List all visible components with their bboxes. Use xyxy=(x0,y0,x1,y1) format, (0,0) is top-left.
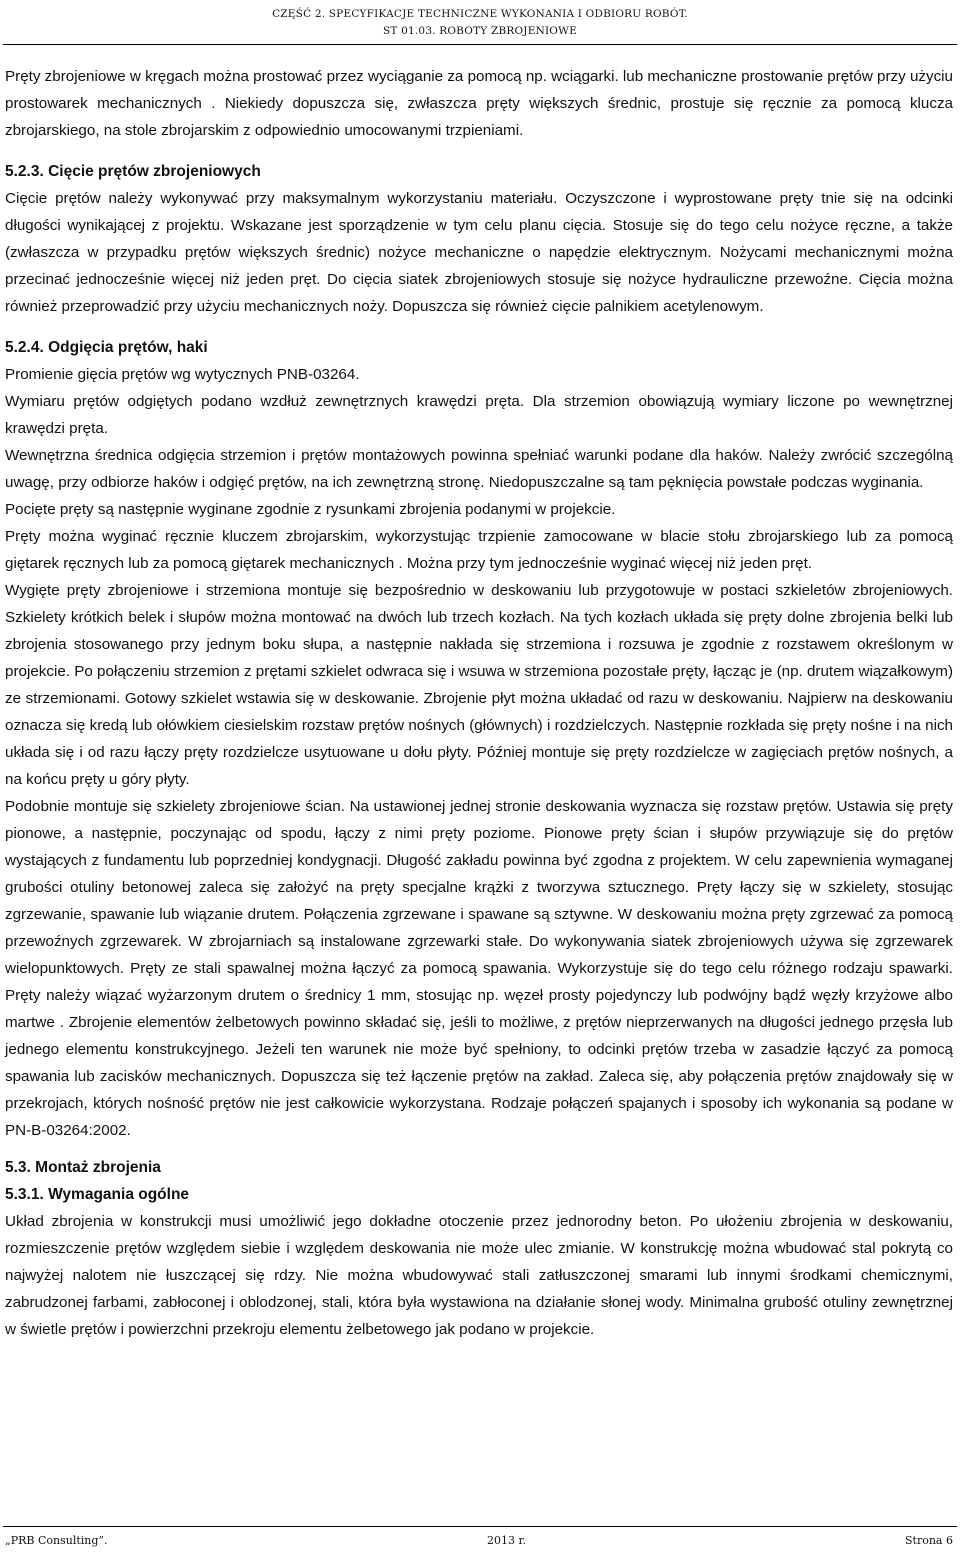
document-body xyxy=(5,63,953,1343)
section-heading-5-2-3: 5.2.3. Cięcie prętów zbrojeniowych xyxy=(5,163,261,180)
header-title: CZĘŚĆ 2. SPECYFIKACJE TECHNICZNE WYKONANIA I ODBIORU ROBÓT. xyxy=(272,8,688,20)
section-heading-5-3: 5.3. Montaż zbrojenia xyxy=(5,1159,161,1176)
paragraph-inner-diameter: Wewnętrzna średnica odgięcia strzemion i prętów montażowych powinna spełniać warunki podane dla haków. Należy zwrócić szczególną uwagę, przy odbiorze haków i odgięć prętów, na ich zewnętrzną stronę. Niedopuszczalne są tam pęknięcia powstałe podczas wyginania. xyxy=(5,447,953,491)
footer-company: „PRB Consulting”. xyxy=(5,1534,108,1547)
paragraph-wall-skeletons: Podobnie montuje się szkielety zbrojeniowe ścian. Na ustawionej jednej stronie deskowania wyznacza się rozstaw prętów. Ustawia się pręty pionowe, a następnie, poczynając od spodu, łączy z nimi pręty poziome. Pionowe pręty ścian i słupów przywiązuje się do prętów wystających z fundamentu lub poprzedniej kondygnacji. Długość zakładu powinna być zgodna z projektem. W celu zapewnienia wymaganej grubości otuliny betonowej zaleca się założyć na pręty specjalne krążki z tworzywa sztucznego. Pręty łączy się w szkielety, stosując zgrzewanie, spawanie lub wiązanie drutem. Połączenia zgrzewane i spawane są sztywne. W deskowaniu można pręty zgrzewać za pomocą przewoźnych zgrzewarek. W zbrojarniach są instalowane zgrzewarki stałe. Do wykonywania siatek zbrojeniowych używa się zgrzewarek wielopunktowych. Pręty ze stali spawalnej można łączyć za pomocą spawania. Wykorzystuje się do tego celu różnego rodzaju spawarki. Pręty należy wiązać wyżarzonym drutem o średnicy 1 mm, stosując np. węzeł prosty pojedynczy lub podwójny bądź węzły krzyżowe albo martwe . Zbrojenie elementów żelbetowych powinno składać się, jeśli to możliwe, z prętów nieprzerwanych na długości jednego przęsła lub jednego elementu konstrukcyjnego. Jeżeli ten warunek nie może być spełniony, to odcinki prętów trzeba w zasadzie łączyć za pomocą spawania lub zacisków mechanicznych. Dopuszcza się też łączenie prętów na zakład. Zaleca się, aby połączenia prętów znajdowały się w przekrojach, których nośność prętów nie jest całkowicie wykorzystana. Rodzaje połączeń spajanych i sposoby ich wykonania są podane w PN-B-03264:2002. xyxy=(5,798,953,1139)
footer-page-number: Strona 6 xyxy=(905,1534,953,1547)
section-heading-5-3-1: 5.3.1. Wymagania ogólne xyxy=(5,1186,190,1203)
header-divider xyxy=(3,44,957,45)
paragraph-bending-methods: Pręty można wyginać ręcznie kluczem zbrojarskim, wykorzystując trzpienie zamocowane w blacie stołu zbrojarskiego lub za pomocą giętarek ręcznych lub za pomocą giętarek mechanicznych . Można przy tym jednocześnie wyginać więcej niż jeden pręt. xyxy=(5,528,953,572)
footer-divider xyxy=(3,1526,957,1527)
paragraph-bending-drawings: Pocięte pręty są następnie wyginane zgodnie z rysunkami zbrojenia podanymi w projekcie. xyxy=(5,501,616,518)
footer-year: 2013 r. xyxy=(487,1534,527,1547)
page-header xyxy=(0,6,960,40)
paragraph-skeleton-assembly: Wygięte pręty zbrojeniowe i strzemiona montuje się bezpośrednio w deskowaniu lub przygotowuje w postaci szkieletów zbrojeniowych. Szkielety krótkich belek i słupów można montować na dwóch lub trzech kozłach. Na tych kozłach układa się pręty dolne zbrojenia belki lub zbrojenia stosowanego przy jednym boku słupa, a następnie nakłada się strzemiona i rozsuwa je zgodnie z rozstawem określonym w projekcie. Po połączeniu strzemion z prętami szkielet odwraca się i wsuwa w strzemiona pozostałe pręty, łącząc je (np. drutem wiązałkowym) ze strzemionami. Gotowy szkielet wstawia się w deskowanie. Zbrojenie płyt można układać od razu w deskowaniu. Najpierw na deskowaniu oznacza się kredą lub ołówkiem ciesielskim rozstaw prętów nośnych (głównych) i rozdzielczych. Następnie rozkłada się pręty nośne i na nich układa się i od razu łączy pręty rozdzielcze usytuowane u dołu płyty. Później montuje się pręty rozdzielcze w zagięciach prętów nośnych, a na końcu pręty u góry płyty. xyxy=(5,582,953,788)
page-footer xyxy=(5,1534,953,1550)
paragraph-general-requirements: Układ zbrojenia w konstrukcji musi umożliwić jego dokładne otoczenie przez jednorodny beton. Po ułożeniu zbrojenia w deskowaniu, rozmieszczenie prętów względem siebie i względem deskowania nie może ulec zmianie. W konstrukcję można wbudować stal pokrytą co najwyżej nalotem nie łuszczącej się rdzy. Nie można wbudowywać stali zatłuszczonej smarami lub innymi środkami chemicznymi, zabrudzonej farbami, zabłoconej i oblodzonej, stali, która była wystawiona na działanie słonej wody. Minimalna grubość otuliny zewnętrznej w świetle prętów i powierzchni przekroju elementu żelbetowego jak podano w projekcie. xyxy=(5,1213,953,1338)
paragraph-cutting: Cięcie prętów należy wykonywać przy maksymalnym wykorzystaniu materiału. Oczyszczone i wyprostowane pręty tnie się na odcinki długości wynikającej z projektu. Wskazane jest sporządzenie w tym celu planu cięcia. Stosuje się do tego celu nożyce ręczne, a także (zwłaszcza w przypadku prętów większych średnic) nożyce mechaniczne o napędzie elektrycznym. Nożycami mechanicznymi można przecinać jednocześnie więcej niż jeden pręt. Do cięcia siatek zbrojeniowych stosuje się nożyce hydrauliczne przewoźne. Cięcia można również przeprowadzić przy użyciu mechanicznych noży. Dopuszcza się również cięcie palnikiem acetylenowym. xyxy=(5,190,953,315)
section-heading-5-2-4: 5.2.4. Odgięcia prętów, haki xyxy=(5,339,208,356)
paragraph-bent-dimensions: Wymiaru prętów odgiętych podano wzdłuż zewnętrznych krawędzi pręta. Dla strzemion obowiązują wymiary liczone po wewnętrznej krawędzi pręta. xyxy=(5,393,953,437)
paragraph-straightening: Pręty zbrojeniowe w kręgach można prostować przez wyciąganie za pomocą np. wciągarki. lub mechaniczne prostowanie prętów przy użyciu prostowarek mechanicznych . Niekiedy dopuszcza się, zwłaszcza pręty większych średnic, prostuje się ręcznie za pomocą klucza zbrojarskiego, na stole zbrojarskim z odpowiednio umocowanymi trzpieniami. xyxy=(5,68,953,139)
paragraph-bending-radius: Promienie gięcia prętów wg wytycznych PNB-03264. xyxy=(5,366,360,383)
header-subtitle: ST 01.03. ROBOTY ZBROJENIOWE xyxy=(383,25,577,37)
